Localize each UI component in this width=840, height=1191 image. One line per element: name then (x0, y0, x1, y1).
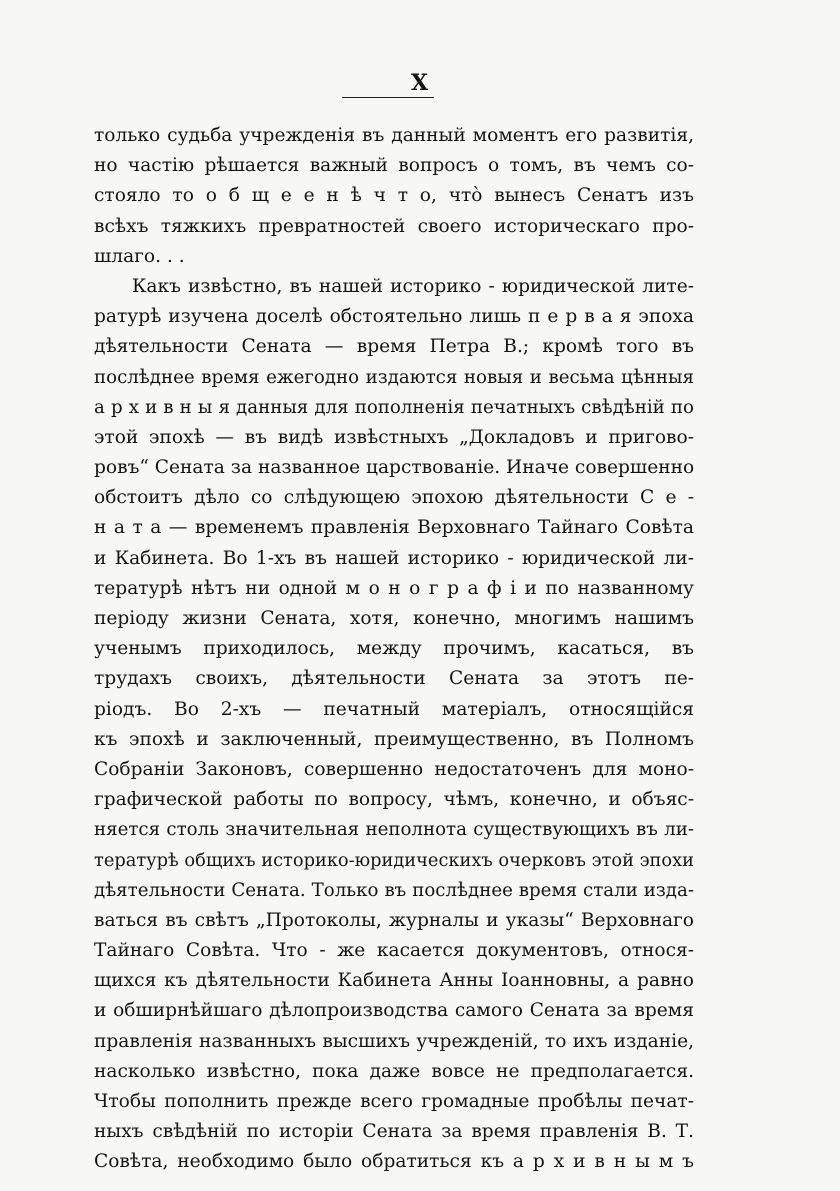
text-line: н а т а — временемъ правленія Верховнаго Тайнаго Совѣта (94, 517, 694, 539)
text-line: ученымъ приходилось, между прочимъ, касаться, въ (94, 638, 694, 660)
text-line: тературѣ нѣтъ ни одной м о н о г р а ф і и по названному (94, 577, 694, 599)
text-line: ріодъ. Во 2-хъ — печатный матеріалъ, относящійся (94, 698, 694, 720)
text-line: ныхъ свѣдѣній по исторіи Сената за время правленія В. Т. (94, 1121, 694, 1143)
text-line: ровъ“ Сената за названное царствованіе. Иначе совершенно (94, 457, 694, 479)
text-line: къ эпохѣ и заключенный, преимущественно, въ Полномъ (94, 728, 694, 750)
text-line: правленія названныхъ высшихъ учрежденій, то ихъ изданіе, (94, 1030, 694, 1052)
text-line: этой эпохѣ — въ видѣ извѣстныхъ „Докладовъ и пригово- (94, 426, 694, 448)
text-line: Чтобы пополнить прежде всего громадные пробѣлы печат- (94, 1091, 694, 1112)
text-line: періоду жизни Сената, хотя, конечно, многимъ нашимъ (94, 608, 694, 629)
text-line: тературѣ общихъ историко-юридическихъ очерковъ этой эпохи (94, 849, 694, 871)
text-line: Тайнаго Совѣта. Что - же касается документовъ, относя- (94, 940, 694, 962)
text-line: а р х и в н ы я данныя для пополненія печатныхъ свѣдѣній по (94, 396, 694, 418)
text-line: дѣятельности Сената. Только въ послѣднее время стали изда- (94, 879, 694, 901)
header-rule (342, 97, 434, 98)
text-line: и обширнѣйшаго дѣлопроизводства самого Сената за время (94, 1000, 694, 1022)
text-line: няется столь значительная неполнота существующихъ въ ли- (94, 819, 694, 841)
text-line: но частію рѣшается важный вопросъ о томъ, въ чемъ со- (94, 155, 694, 177)
text-line: всѣхъ тяжкихъ превратностей своего историческаго про- (94, 215, 694, 237)
text-line: стояло то о б щ е е н ѣ ч т о, что̀ вынесъ Сенатъ изъ (94, 185, 694, 207)
text-line: Собраніи Законовъ, совершенно недостаточенъ для моно- (94, 758, 694, 780)
text-line: и Кабинета. Во 1-хъ въ нашей историко - юридической ли- (94, 547, 694, 569)
text-line: шлаго. . . (94, 245, 185, 267)
text-line: ратурѣ изучена доселѣ обстоятельно лишь п е р в а я эпоха (94, 306, 694, 328)
text-line: трудахъ своихъ, дѣятельности Сената за этотъ пе- (94, 668, 694, 690)
page-number: X (410, 70, 430, 96)
text-line: щихся къ дѣятельности Кабинета Анны Іоанновны, а равно (94, 970, 694, 992)
text-line: послѣднее время ежегодно издаются новыя и весьма цѣнныя (94, 366, 694, 388)
text-line: графической работы по вопросу, чѣмъ, конечно, и объяс- (94, 789, 694, 811)
text-line: насколько извѣстно, пока даже вовсе не предполагается. (94, 1060, 694, 1082)
text-line: Какъ извѣстно, въ нашей историко - юридической лите- (132, 275, 694, 297)
text-line: только судьба учрежденія въ данный моментъ его развитія, (94, 125, 694, 146)
body-text (94, 121, 694, 1178)
text-line: Совѣта, необходимо было обратиться къ а р х и в н ы м ъ (94, 1151, 694, 1173)
text-line: дѣятельности Сената — время Петра В.; кромѣ того въ (94, 336, 694, 358)
text-line: ваться въ свѣтъ „Протоколы, журналы и указы“ Верховнаго (94, 909, 694, 931)
text-line: обстоитъ дѣло со слѣдующею эпохою дѣятельности С е - (94, 487, 694, 509)
